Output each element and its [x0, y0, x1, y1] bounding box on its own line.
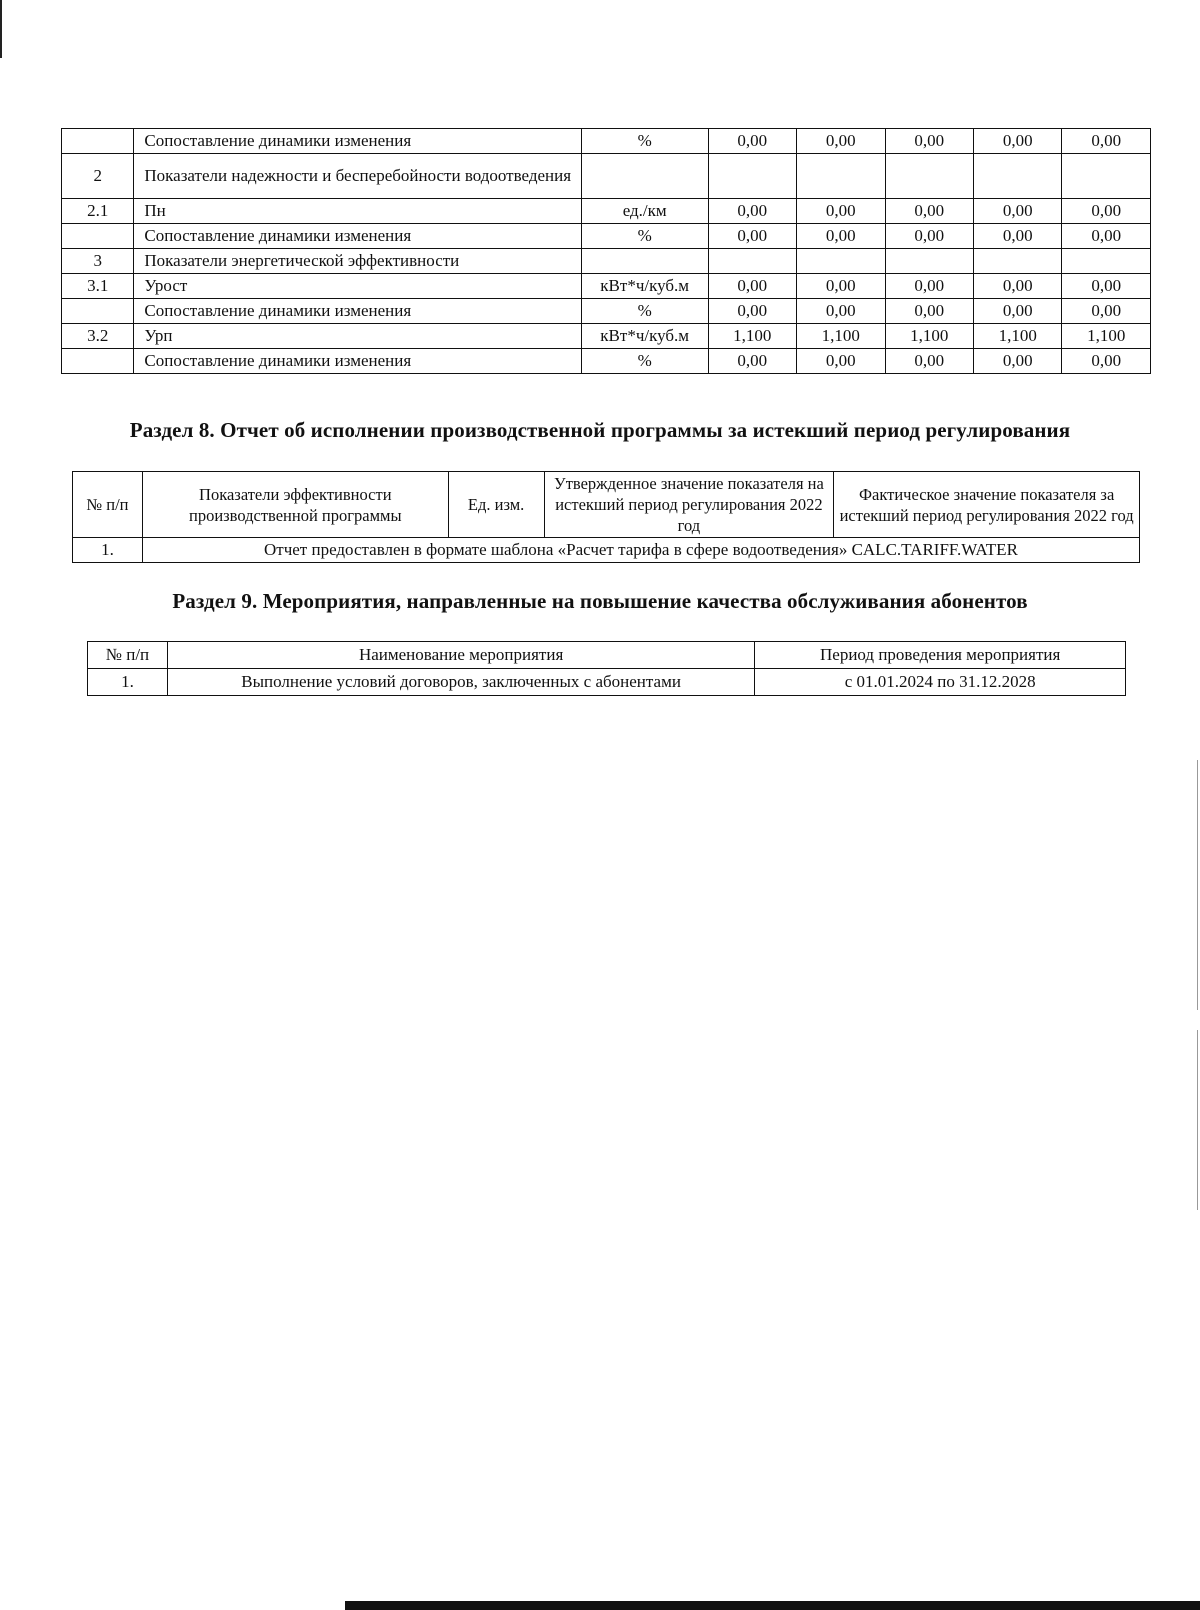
row-text: Отчет предоставлен в формате шаблона «Расчет тарифа в сфере водоотведения» CALC.TARIFF.WATER — [142, 538, 1139, 563]
scan-edge-left — [0, 0, 2, 58]
row-unit: % — [581, 129, 708, 154]
row-value: 0,00 — [797, 349, 885, 374]
row-value: 0,00 — [885, 224, 973, 249]
table-row — [62, 274, 1151, 299]
row-value: 1,100 — [1062, 324, 1151, 349]
row-value: 0,00 — [797, 299, 885, 324]
table-row — [62, 154, 1151, 199]
row-value: 0,00 — [797, 129, 885, 154]
header-approved: Утвержденное значение показателя на истекший период регулирования 2022 год — [544, 472, 834, 538]
row-name: Урп — [134, 324, 581, 349]
row-name: Урост — [134, 274, 581, 299]
header-indicator: Показатели эффективности производственной программы — [142, 472, 448, 538]
row-value — [885, 154, 973, 199]
row-value: 0,00 — [708, 299, 796, 324]
row-name: Сопоставление динамики изменения — [134, 129, 581, 154]
row-unit — [581, 154, 708, 199]
table-row — [62, 299, 1151, 324]
row-value — [1062, 249, 1151, 274]
row-value: 0,00 — [708, 224, 796, 249]
row-value: 0,00 — [708, 129, 796, 154]
section-9-header-row — [88, 642, 1126, 669]
row-value — [708, 154, 796, 199]
row-value: 0,00 — [708, 274, 796, 299]
row-value — [708, 249, 796, 274]
row-unit: кВт*ч/куб.м — [581, 324, 708, 349]
row-unit: % — [581, 349, 708, 374]
row-name: Показатели энергетической эффективности — [134, 249, 581, 274]
header-actual: Фактическое значение показателя за истекший период регулирования 2022 год — [834, 472, 1140, 538]
row-unit: % — [581, 224, 708, 249]
table-row — [62, 349, 1151, 374]
row-value — [973, 154, 1061, 199]
row-value: 0,00 — [973, 129, 1061, 154]
table-row — [88, 669, 1126, 696]
row-name: Пн — [134, 199, 581, 224]
header-unit: Ед. изм. — [448, 472, 544, 538]
row-unit — [581, 249, 708, 274]
table-row — [62, 224, 1151, 249]
row-value: 0,00 — [973, 299, 1061, 324]
row-name: Сопоставление динамики изменения — [134, 349, 581, 374]
header-num: № п/п — [88, 642, 168, 669]
row-value: 0,00 — [708, 349, 796, 374]
row-value: 0,00 — [885, 349, 973, 374]
row-value: 0,00 — [885, 299, 973, 324]
row-num: 3 — [62, 249, 134, 274]
scan-edge-bottom — [345, 1601, 1200, 1610]
row-value — [1062, 154, 1151, 199]
section-8-header-row — [73, 472, 1140, 538]
row-num: 2.1 — [62, 199, 134, 224]
section-8-table — [72, 471, 1140, 563]
section-9-table — [87, 641, 1126, 696]
row-value: 0,00 — [797, 274, 885, 299]
table-row — [62, 249, 1151, 274]
row-unit: ед./км — [581, 199, 708, 224]
row-value: 0,00 — [1062, 274, 1151, 299]
row-value: 0,00 — [885, 274, 973, 299]
header-period: Период проведения мероприятия — [755, 642, 1126, 669]
table-row — [62, 324, 1151, 349]
row-unit: кВт*ч/куб.м — [581, 274, 708, 299]
table-row — [62, 129, 1151, 154]
row-num: 1. — [88, 669, 168, 696]
header-name: Наименование мероприятия — [167, 642, 754, 669]
row-value: 0,00 — [708, 199, 796, 224]
row-name: Показатели надежности и бесперебойности водоотведения — [134, 154, 581, 199]
row-name: Выполнение условий договоров, заключенных с абонентами — [167, 669, 754, 696]
row-value: 0,00 — [1062, 129, 1151, 154]
row-value — [885, 249, 973, 274]
row-value: 0,00 — [797, 224, 885, 249]
scan-edge-right — [1197, 1030, 1198, 1210]
row-value: 0,00 — [973, 274, 1061, 299]
row-value: 0,00 — [1062, 349, 1151, 374]
row-num — [62, 129, 134, 154]
row-num: 2 — [62, 154, 134, 199]
row-value — [797, 249, 885, 274]
row-value: 1,100 — [797, 324, 885, 349]
row-value: 1,100 — [885, 324, 973, 349]
row-period: с 01.01.2024 по 31.12.2028 — [755, 669, 1126, 696]
scan-edge-right — [1197, 760, 1198, 1010]
row-num — [62, 349, 134, 374]
row-value: 0,00 — [973, 224, 1061, 249]
row-unit: % — [581, 299, 708, 324]
row-value: 0,00 — [885, 129, 973, 154]
section-9-title: Раздел 9. Мероприятия, направленные на повышение качества обслуживания абонентов — [172, 589, 1028, 613]
row-value: 0,00 — [797, 199, 885, 224]
row-num — [62, 224, 134, 249]
row-name: Сопоставление динамики изменения — [134, 299, 581, 324]
row-num: 1. — [73, 538, 143, 563]
row-num: 3.2 — [62, 324, 134, 349]
section-8-title: Раздел 8. Отчет об исполнении производственной программы за истекший период регулирования — [129, 418, 1071, 442]
header-num: № п/п — [73, 472, 143, 538]
row-value — [973, 249, 1061, 274]
row-value: 0,00 — [1062, 299, 1151, 324]
row-value: 1,100 — [708, 324, 796, 349]
indicators-table — [61, 128, 1151, 374]
row-value: 0,00 — [973, 199, 1061, 224]
row-value: 1,100 — [973, 324, 1061, 349]
row-value — [797, 154, 885, 199]
row-name: Сопоставление динамики изменения — [134, 224, 581, 249]
table-row — [62, 199, 1151, 224]
row-value: 0,00 — [1062, 199, 1151, 224]
row-value: 0,00 — [1062, 224, 1151, 249]
row-num — [62, 299, 134, 324]
row-value: 0,00 — [973, 349, 1061, 374]
row-num: 3.1 — [62, 274, 134, 299]
row-value: 0,00 — [885, 199, 973, 224]
table-row — [73, 538, 1140, 563]
